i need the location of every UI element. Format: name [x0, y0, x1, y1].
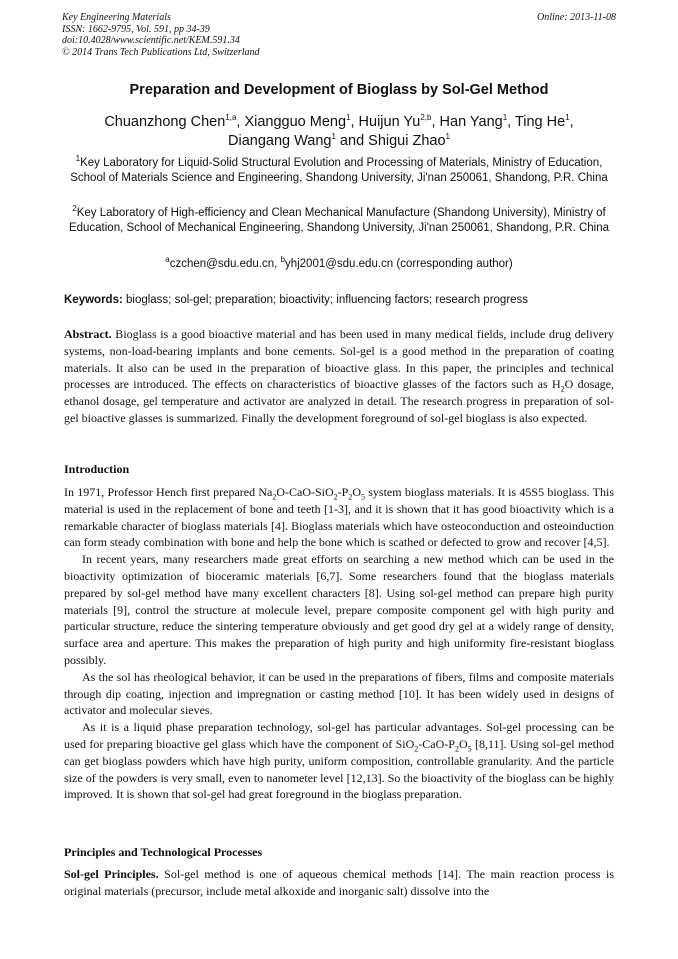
text-run: -CaO-P	[418, 736, 455, 751]
abstract-text: O dosage, ethanol dosage, gel temperature and activator are analyzed in detail. The research progress in preparation of sol-gel bioactive glasses is summarized. Finally the development foreground of sol-gel bioglass is also expected.	[64, 377, 614, 425]
text-run: O	[352, 485, 362, 499]
abstract-label: Abstract.	[64, 327, 112, 341]
subscript: 2	[454, 744, 459, 754]
running-header	[62, 12, 616, 58]
text-run: system bioglass materials. It is 45S5 bioglass. This material is used in the replacement of bone and teeth [1-3], and it is shown that it has good bioactivity which is a remarkable character of bioglass materials [4]. Bioglass materials which have osteoconduction and osteoinduction can form steady combination with bone and help the bone which is scathed or defected to grow and recover [4,5].	[64, 485, 614, 550]
email-a: czchen@sdu.edu.cn,	[169, 258, 281, 270]
email-b: yhj2001@sdu.edu.cn (corresponding author)	[284, 258, 513, 270]
email-sup-a: a	[165, 255, 170, 265]
affiliation-sup: 2	[72, 204, 77, 214]
author-name: Shigui Zhao	[368, 133, 446, 149]
author-sep: ,	[236, 114, 245, 130]
subscript: 2	[414, 744, 419, 754]
text-run: In 1971, Professor Hench first prepared Na	[64, 485, 273, 499]
principles-section	[64, 866, 614, 900]
copyright-line: © 2014 Trans Tech Publications Ltd, Switzerland	[62, 46, 260, 58]
subscript: 2	[333, 492, 338, 502]
author-list	[40, 113, 638, 151]
text-run: [8,11]. Using sol-gel method can get bioglass powders which have high purity, uniform composition, controllable granularity. And the particle size of the powders is very small, even to nanometer level [12,13]. So the bioactivity of the bioglass can be highly improved. It is shown that sol-gel had great foreground in the bioglass preparation.	[64, 736, 614, 802]
affiliation-2	[64, 206, 614, 236]
author-sup: 1	[565, 113, 570, 123]
intro-paragraph-4	[64, 719, 614, 803]
author-name: Chuanzhong Chen	[104, 114, 226, 130]
author-sep: ,	[507, 114, 515, 130]
author-sup: 1	[346, 113, 351, 123]
principles-paragraph	[64, 866, 614, 900]
text-run: As it is a liquid phase preparation technology, sol-gel has particular advantages. Sol-gel processing can be used for preparing bioactive gel glass which have the component of SiO	[64, 720, 614, 751]
email-sup-b: b	[280, 255, 285, 265]
subscript: 2	[348, 492, 353, 502]
paper-title: Preparation and Development of Bioglass by Sol-Gel Method	[129, 82, 549, 98]
author-sup: 1	[502, 113, 508, 123]
subscript: 5	[361, 492, 366, 502]
text-run: O	[458, 736, 468, 751]
email-line	[64, 257, 614, 272]
subscript: 2	[560, 384, 565, 394]
affiliation-text: Key Laboratory of High-efficiency and Clean Mechanical Manufacture (Shandong University), Ministry of Education, School of Mechanical Engineering, Shandong University, Ji'nan 250061, Shandong, P.R. China	[68, 207, 610, 234]
affiliation-1	[64, 156, 614, 186]
principles-text: Sol-gel method is one of aqueous chemical methods [14]. The main reaction process is original materials (precursor, include metal alkoxide and inorganic salt) dissolve into the	[64, 867, 614, 898]
author-name: Ting He	[514, 114, 566, 130]
author-sup: 2,b	[420, 113, 432, 123]
principles-label: Sol-gel Principles.	[64, 867, 159, 881]
author-sep: ,	[569, 114, 574, 130]
keywords-label: Keywords:	[64, 294, 123, 306]
intro-paragraph-3: As the sol has rheological behavior, it can be used in the preparations of fibers, films and composite materials through dip coating, injection and impregnation or casting method [10]. It has been widely used in designs of activator and molecular sieves.	[64, 669, 614, 718]
principles-heading: Principles and Technological Processes	[64, 845, 263, 859]
author-name: Huijun Yu	[358, 114, 421, 130]
keywords-line	[64, 293, 614, 308]
abstract-text: Bioglass is a good bioactive material and has been used in many medical fields, include drug delivery systems, non-load-bearing implants and bone cements. Sol-gel is a good method in the preparation of coating materials. It also can be used in the preparation of bioactive glass. In this paper, the principles and technical processes are introduced. The effects on characteristics of bioactive glasses of the factors such as H	[64, 327, 614, 392]
author-name: Han Yang	[439, 114, 503, 130]
author-sep: ,	[431, 114, 440, 130]
text-run: O-CaO-SiO	[276, 485, 334, 499]
author-sup: 1	[445, 132, 450, 142]
journal-name: Key Engineering Materials	[62, 12, 171, 23]
author-sup: 1,a	[225, 113, 237, 123]
abstract-section	[64, 326, 614, 427]
author-sep: and	[335, 133, 369, 149]
author-sep: ,	[350, 114, 359, 130]
abstract-paragraph	[64, 326, 614, 427]
intro-paragraph-2: In recent years, many researchers made great efforts on searching a new method which can be used in the bioactivity optimization of bioceramic materials [6,7]. Some researchers found that the bioglass materials prepared by sol-gel method have many excellent characters [8]. Using sol-gel method can prepare high purity materials [9], control the structure at molecule level, prepare composite component gel with high purity and particular structure, reduce the sintering temperature obviously and get good dry gel at a widely range of density, surface area and aperture. This makes the preparation of high purity and high uniformity fire-resistant bioglass possibly.	[64, 552, 614, 667]
affiliation-text: Key Laboratory for Liquid-Solid Structural Evolution and Processing of Materials, Ministry of Education, School of Materials Science and Engineering, Shandong University, Ji'nan 250061, Shandong, P.R. China	[70, 157, 608, 184]
subscript: 5	[467, 744, 472, 754]
author-name: Diangang Wang	[228, 133, 332, 149]
keywords-text: bioglass; sol-gel; preparation; bioactivity; influencing factors; research progress	[122, 294, 529, 306]
affiliation-sup: 1	[75, 154, 81, 164]
introduction-section	[64, 484, 614, 803]
online-date: Online: 2013-11-08	[537, 12, 616, 23]
doi-line: doi:10.4028/www.scientific.net/KEM.591.34	[62, 35, 240, 46]
text-run: -P	[337, 485, 349, 499]
subscript: 2	[272, 492, 277, 502]
introduction-heading: Introduction	[64, 462, 130, 476]
issn-line: ISSN: 1662-9795, Vol. 591, pp 34-39	[62, 23, 210, 35]
author-sup: 1	[331, 132, 336, 142]
intro-paragraph-1	[64, 484, 614, 551]
author-name: Xiangguo Meng	[244, 114, 347, 130]
